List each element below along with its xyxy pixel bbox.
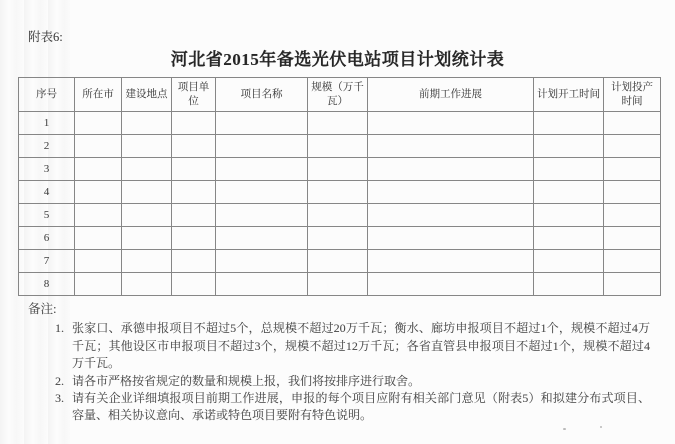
empty-cell (122, 112, 172, 135)
empty-cell (604, 227, 661, 250)
empty-cell (534, 204, 604, 227)
empty-cell (122, 181, 172, 204)
empty-cell (308, 273, 368, 296)
row-number: 6 (19, 227, 75, 250)
row-number: 3 (19, 158, 75, 181)
annex-label: 附表6: (28, 30, 63, 44)
empty-cell (122, 204, 172, 227)
scan-speck (563, 428, 566, 430)
empty-cell (308, 158, 368, 181)
empty-cell (308, 227, 368, 250)
note-number: 3. (55, 391, 64, 406)
empty-cell (368, 158, 534, 181)
empty-cell (216, 204, 308, 227)
note-number: 2. (55, 373, 64, 388)
empty-cell (75, 204, 122, 227)
col-header-location: 建设地点 (122, 78, 172, 112)
col-header-city: 所在市 (75, 78, 122, 112)
empty-cell (122, 250, 172, 273)
empty-cell (604, 135, 661, 158)
col-header-seq: 序号 (19, 78, 75, 112)
table-row (19, 273, 661, 296)
empty-cell (368, 227, 534, 250)
empty-cell (604, 181, 661, 204)
empty-cell (75, 158, 122, 181)
row-number: 5 (19, 204, 75, 227)
row-number: 7 (19, 250, 75, 273)
empty-cell (75, 112, 122, 135)
project-plan-table (18, 77, 661, 296)
empty-cell (368, 181, 534, 204)
note-number: 1. (55, 321, 64, 336)
table-header-row (19, 78, 661, 112)
empty-cell (122, 227, 172, 250)
empty-cell (172, 204, 216, 227)
table-row (19, 158, 661, 181)
col-header-start-time: 计划开工时间 (534, 78, 604, 112)
table-row (19, 227, 661, 250)
empty-cell (75, 273, 122, 296)
col-header-unit: 项目单位 (172, 78, 216, 112)
empty-cell (122, 158, 172, 181)
note-item-2 (55, 373, 650, 390)
empty-cell (604, 273, 661, 296)
empty-cell (368, 112, 534, 135)
empty-cell (75, 181, 122, 204)
row-number: 2 (19, 135, 75, 158)
row-number: 1 (19, 112, 75, 135)
col-header-scale: 规模（万千瓦） (308, 78, 368, 112)
table-row (19, 181, 661, 204)
col-header-production-time: 计划投产时间 (604, 78, 661, 112)
empty-cell (534, 181, 604, 204)
empty-cell (604, 158, 661, 181)
notes-heading: 备注: (28, 302, 57, 316)
empty-cell (216, 250, 308, 273)
empty-cell (534, 135, 604, 158)
empty-cell (534, 227, 604, 250)
empty-cell (308, 135, 368, 158)
table-row (19, 135, 661, 158)
empty-cell (534, 112, 604, 135)
note-item-3 (55, 390, 650, 425)
empty-cell (534, 273, 604, 296)
empty-cell (216, 158, 308, 181)
note-text: 请有关企业详细填报项目前期工作进展，申报的每个项目应附有相关部门意见（附表5）和拟建分布式项目、容量、相关协议意向、承诺或特色项目要附有特色说明。 (72, 391, 650, 423)
col-header-progress: 前期工作进展 (368, 78, 534, 112)
empty-cell (122, 273, 172, 296)
empty-cell (604, 204, 661, 227)
empty-cell (216, 181, 308, 204)
empty-cell (75, 250, 122, 273)
empty-cell (172, 112, 216, 135)
row-number: 8 (19, 273, 75, 296)
empty-cell (172, 273, 216, 296)
notes-section (28, 301, 650, 425)
note-text: 张家口、承德申报项目不超过5个，总规模不超过20万千瓦；衡水、廊坊申报项目不超过1个，规模不超过4万千瓦；其他设区市申报项目不超过3个，规模不超过12万千瓦；各省直管县申报项目不超过1个，规模不超过4万千瓦。 (72, 321, 650, 371)
row-number: 4 (19, 181, 75, 204)
table-row (19, 250, 661, 273)
table-row (19, 204, 661, 227)
note-item-1 (55, 320, 650, 372)
empty-cell (308, 250, 368, 273)
empty-cell (216, 227, 308, 250)
empty-cell (534, 250, 604, 273)
empty-cell (308, 112, 368, 135)
empty-cell (172, 135, 216, 158)
col-header-project-name: 项目名称 (216, 78, 308, 112)
empty-cell (604, 112, 661, 135)
empty-cell (368, 135, 534, 158)
empty-cell (75, 135, 122, 158)
empty-cell (122, 135, 172, 158)
table-row (19, 112, 661, 135)
empty-cell (368, 204, 534, 227)
empty-cell (172, 181, 216, 204)
empty-cell (604, 250, 661, 273)
empty-cell (368, 273, 534, 296)
empty-cell (216, 112, 308, 135)
empty-cell (308, 181, 368, 204)
page-title: 河北省2015年备选光伏电站项目计划统计表 (170, 50, 505, 69)
empty-cell (308, 204, 368, 227)
note-text: 请各市严格按省规定的数量和规模上报，我们将按排序进行取舍。 (72, 373, 421, 388)
empty-cell (172, 250, 216, 273)
empty-cell (172, 158, 216, 181)
empty-cell (534, 158, 604, 181)
empty-cell (75, 227, 122, 250)
scan-speck (600, 426, 602, 428)
empty-cell (216, 273, 308, 296)
empty-cell (216, 135, 308, 158)
empty-cell (172, 227, 216, 250)
empty-cell (368, 250, 534, 273)
